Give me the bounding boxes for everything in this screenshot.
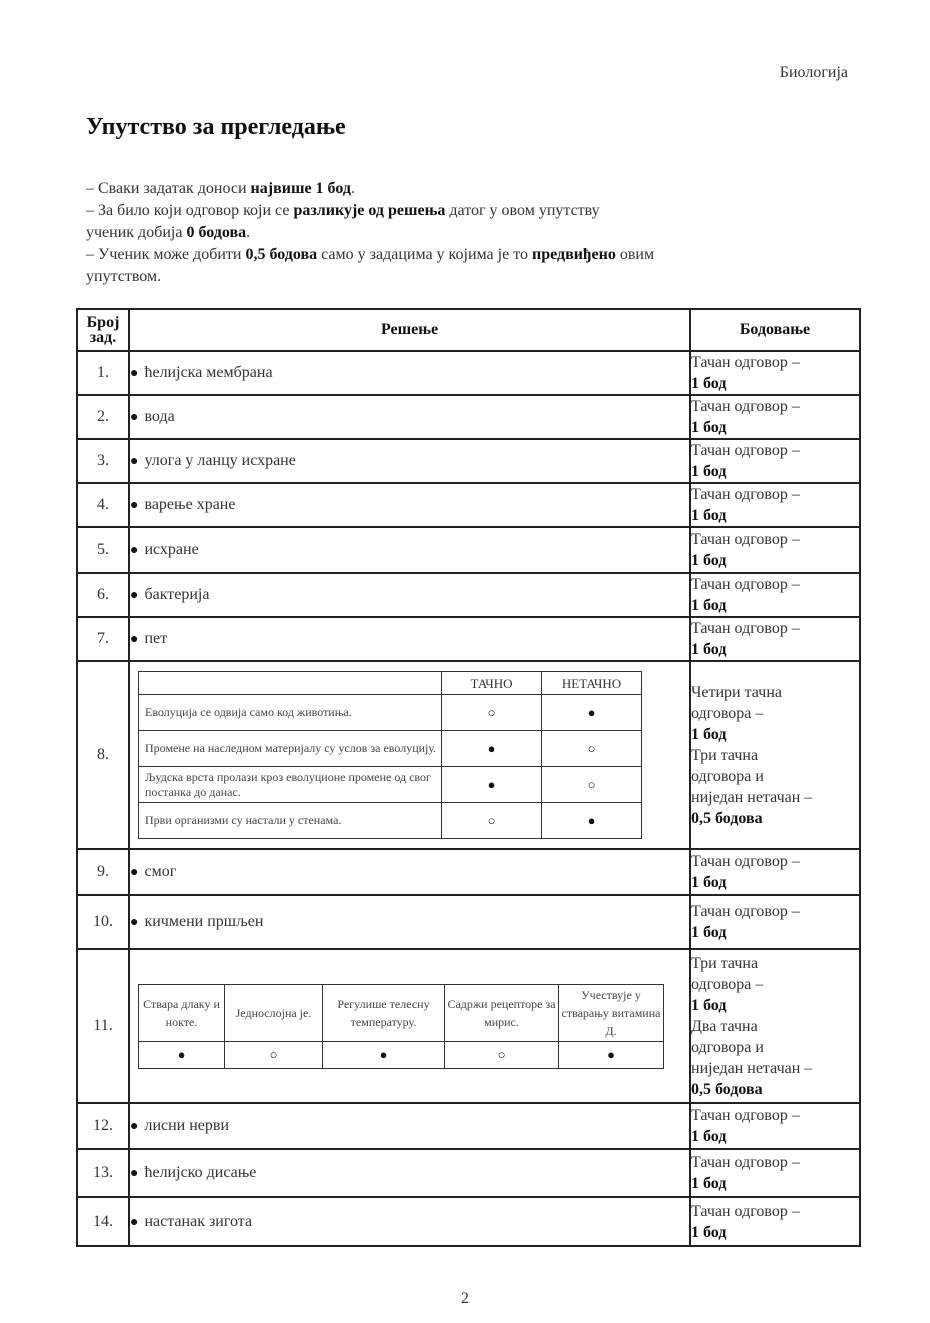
subject-label: Биологија — [779, 64, 848, 81]
solution-cell — [129, 617, 690, 661]
points-text: одговора – — [691, 704, 764, 722]
points-value: 1 бод — [691, 641, 727, 658]
points-text: Тачан одговор – — [691, 576, 800, 593]
points-cell — [690, 527, 860, 573]
bullet-icon: ● — [130, 410, 139, 425]
task-number: 13. — [77, 1149, 129, 1197]
points-cell — [690, 1103, 860, 1149]
bullet-icon: ● — [130, 454, 139, 469]
table-row — [77, 1197, 860, 1246]
grading-table — [76, 308, 861, 1247]
table-row — [77, 617, 860, 661]
points-text: Тачан одговор – — [691, 354, 800, 371]
points-value: 1 бод — [691, 419, 727, 436]
solution-text: бактерија — [144, 586, 210, 603]
property-label: Учествује у стварању витамина Д. — [559, 984, 664, 1041]
points-cell — [690, 1149, 860, 1197]
table-row — [77, 1103, 860, 1149]
header-true: ТАЧНО — [442, 672, 542, 695]
points-cell — [690, 439, 860, 483]
emphasis: разликује од решења — [293, 202, 446, 219]
task-number: 14. — [77, 1197, 129, 1246]
table-row — [77, 483, 860, 527]
points-text: Тачан одговор – — [691, 1154, 800, 1171]
points-text: Тачан одговор – — [691, 442, 800, 459]
table-row — [77, 895, 860, 949]
table-row — [77, 1149, 860, 1197]
table-row — [77, 949, 860, 1103]
task-number: 2. — [77, 395, 129, 439]
solution-text: вода — [144, 408, 175, 425]
points-value: 1 бод — [691, 874, 727, 891]
points-text: Тачан одговор – — [691, 903, 800, 920]
statement-row — [139, 803, 642, 839]
solution-cell — [129, 527, 690, 573]
instructions — [86, 178, 786, 288]
points-value: 1 бод — [691, 725, 727, 743]
table-row — [77, 661, 860, 849]
table-row — [77, 395, 860, 439]
solution-cell — [129, 1103, 690, 1149]
points-text: одговора и — [691, 1038, 764, 1056]
statement-text: Промене на наследном материјалу су услов за еволуцију. — [139, 731, 442, 767]
property-mark-row — [139, 1041, 664, 1068]
solution-text: настанак зигота — [144, 1212, 253, 1230]
empty-circle-icon: ○ — [542, 767, 642, 803]
points-value: 0,5 бодова — [691, 809, 763, 827]
filled-circle-icon: ● — [542, 695, 642, 731]
task-number: 11. — [77, 949, 129, 1103]
points-cell — [690, 949, 860, 1103]
points-value: 1 бод — [691, 552, 727, 569]
property-label: Једнослојна је. — [225, 984, 323, 1041]
inner-header-empty — [139, 672, 442, 695]
solution-cell — [129, 949, 690, 1103]
statement-row — [139, 695, 642, 731]
points-text: Три тачна — [691, 954, 759, 972]
instruction-line: – Ученик може добити 0,5 бодова само у задацима у којима је то предвиђено овим — [86, 246, 655, 263]
points-text: Тачан одговор – — [691, 1202, 800, 1220]
instruction-line: – Сваки задатак доноси највише 1 бод. — [86, 180, 355, 197]
emphasis: највише 1 бод — [250, 180, 351, 197]
points-cell — [690, 483, 860, 527]
solution-cell — [129, 1197, 690, 1246]
points-value: 1 бод — [691, 597, 727, 614]
bullet-icon: ● — [130, 915, 139, 930]
bullet-icon: ● — [130, 865, 139, 880]
points-text: одговора и — [691, 767, 764, 785]
property-label: Садржи рецепторе за мирис. — [445, 984, 559, 1041]
solution-text: улога у ланцу исхране — [144, 452, 296, 469]
table-row — [77, 439, 860, 483]
page-number: 2 — [461, 1290, 469, 1307]
points-value: 1 бод — [691, 996, 727, 1014]
points-cell — [690, 1197, 860, 1246]
points-text: Тачан одговор – — [691, 620, 800, 637]
solution-cell — [129, 439, 690, 483]
points-cell — [690, 661, 860, 849]
bullet-icon: ● — [130, 1166, 139, 1181]
points-text: Тачан одговор – — [691, 398, 800, 415]
solution-cell — [129, 395, 690, 439]
task-number: 1. — [77, 351, 129, 395]
points-text: Три тачна — [691, 746, 759, 764]
property-label: Ствара длаку и нокте. — [139, 984, 225, 1041]
empty-circle-icon: ○ — [542, 731, 642, 767]
empty-circle-icon: ○ — [442, 803, 542, 839]
points-cell — [690, 849, 860, 895]
solution-cell — [129, 351, 690, 395]
solution-cell — [129, 483, 690, 527]
bullet-icon: ● — [130, 1119, 139, 1134]
bullet-icon: ● — [130, 588, 139, 603]
solution-text: варење хране — [144, 496, 236, 513]
points-value: 1 бод — [691, 507, 727, 524]
bullet-icon: ● — [130, 543, 139, 558]
filled-circle-icon: ● — [139, 1041, 225, 1068]
emphasis: предвиђено — [531, 246, 616, 263]
points-text: Два тачна — [691, 1017, 758, 1035]
header-points: Бодовање — [690, 309, 860, 351]
table-row — [77, 573, 860, 617]
solution-cell — [129, 573, 690, 617]
task-number: 10. — [77, 895, 129, 949]
points-text: Четири тачна — [691, 683, 782, 701]
points-value: 1 бод — [691, 924, 727, 941]
filled-circle-icon: ● — [442, 767, 542, 803]
filled-circle-icon: ● — [323, 1041, 445, 1068]
statement-row — [139, 731, 642, 767]
task-number: 7. — [77, 617, 129, 661]
property-label-row — [139, 984, 664, 1041]
points-value: 1 бод — [691, 463, 727, 480]
header-false: НЕТАЧНО — [542, 672, 642, 695]
statement-text: Еволуција се одвија само код животиња. — [139, 695, 442, 731]
solution-text: ћелијско дисање — [144, 1164, 257, 1181]
instruction-line: – За било који одговор који се разликује од решења датог у овом упутству — [86, 202, 600, 219]
solution-text: пет — [144, 630, 168, 647]
points-value: 1 бод — [691, 375, 727, 392]
solution-cell — [129, 1149, 690, 1197]
table-row — [77, 351, 860, 395]
points-cell — [690, 573, 860, 617]
header-solution: Решење — [129, 309, 690, 351]
points-text: одговора – — [691, 975, 764, 993]
page-title: Упутство за прегледање — [86, 114, 346, 140]
points-text: ниједан нетачан – — [691, 788, 813, 806]
points-text: Тачан одговор – — [691, 853, 800, 870]
points-cell — [690, 395, 860, 439]
statement-text: Први организми су настали у стенама. — [139, 803, 442, 839]
task-number: 4. — [77, 483, 129, 527]
empty-circle-icon: ○ — [225, 1041, 323, 1068]
points-text: Тачан одговор – — [691, 1107, 800, 1124]
statement-text: Људска врста пролази кроз еволуционе промене од свог постанка до данас. — [139, 767, 442, 803]
table-row — [77, 527, 860, 573]
solution-cell — [129, 661, 690, 849]
solution-cell — [129, 895, 690, 949]
solution-text: лисни нерви — [144, 1117, 230, 1134]
task-number: 3. — [77, 439, 129, 483]
bullet-icon: ● — [130, 632, 139, 647]
table-row — [77, 849, 860, 895]
instruction-line: упутством. — [86, 268, 162, 285]
points-value: 1 бод — [691, 1175, 727, 1192]
points-value: 0,5 бодова — [691, 1080, 763, 1098]
points-cell — [690, 617, 860, 661]
property-label: Регулише телесну температуру. — [323, 984, 445, 1041]
task-number: 6. — [77, 573, 129, 617]
points-value: 1 бод — [691, 1128, 727, 1145]
bullet-icon: ● — [130, 498, 139, 513]
task-number: 12. — [77, 1103, 129, 1149]
task-number: 5. — [77, 527, 129, 573]
instruction-line: ученик добија 0 бодова. — [86, 224, 251, 241]
bullet-icon: ● — [130, 1214, 139, 1230]
solution-cell — [129, 849, 690, 895]
points-cell — [690, 351, 860, 395]
filled-circle-icon: ● — [442, 731, 542, 767]
statement-row — [139, 767, 642, 803]
points-text: Тачан одговор – — [691, 531, 800, 548]
header-task-number: Број зад. — [77, 309, 129, 351]
emphasis: 0 бодова — [186, 224, 247, 241]
empty-circle-icon: ○ — [445, 1041, 559, 1068]
task-number: 8. — [77, 661, 129, 849]
solution-text: смог — [144, 863, 177, 880]
points-cell — [690, 895, 860, 949]
solution-text: кичмени пршљен — [144, 913, 264, 930]
empty-circle-icon: ○ — [442, 695, 542, 731]
inner-header-row — [139, 672, 642, 695]
properties-table — [138, 984, 664, 1069]
filled-circle-icon: ● — [542, 803, 642, 839]
filled-circle-icon: ● — [559, 1041, 664, 1068]
emphasis: 0,5 бодова — [245, 246, 318, 263]
task-number: 9. — [77, 849, 129, 895]
solution-text: исхране — [144, 541, 199, 558]
points-text: ниједан нетачан – — [691, 1059, 813, 1077]
solution-text: ћелијска мембрана — [144, 364, 273, 381]
points-value: 1 бод — [691, 1223, 727, 1241]
true-false-table — [138, 671, 642, 839]
points-text: Тачан одговор – — [691, 486, 800, 503]
bullet-icon: ● — [130, 366, 139, 381]
